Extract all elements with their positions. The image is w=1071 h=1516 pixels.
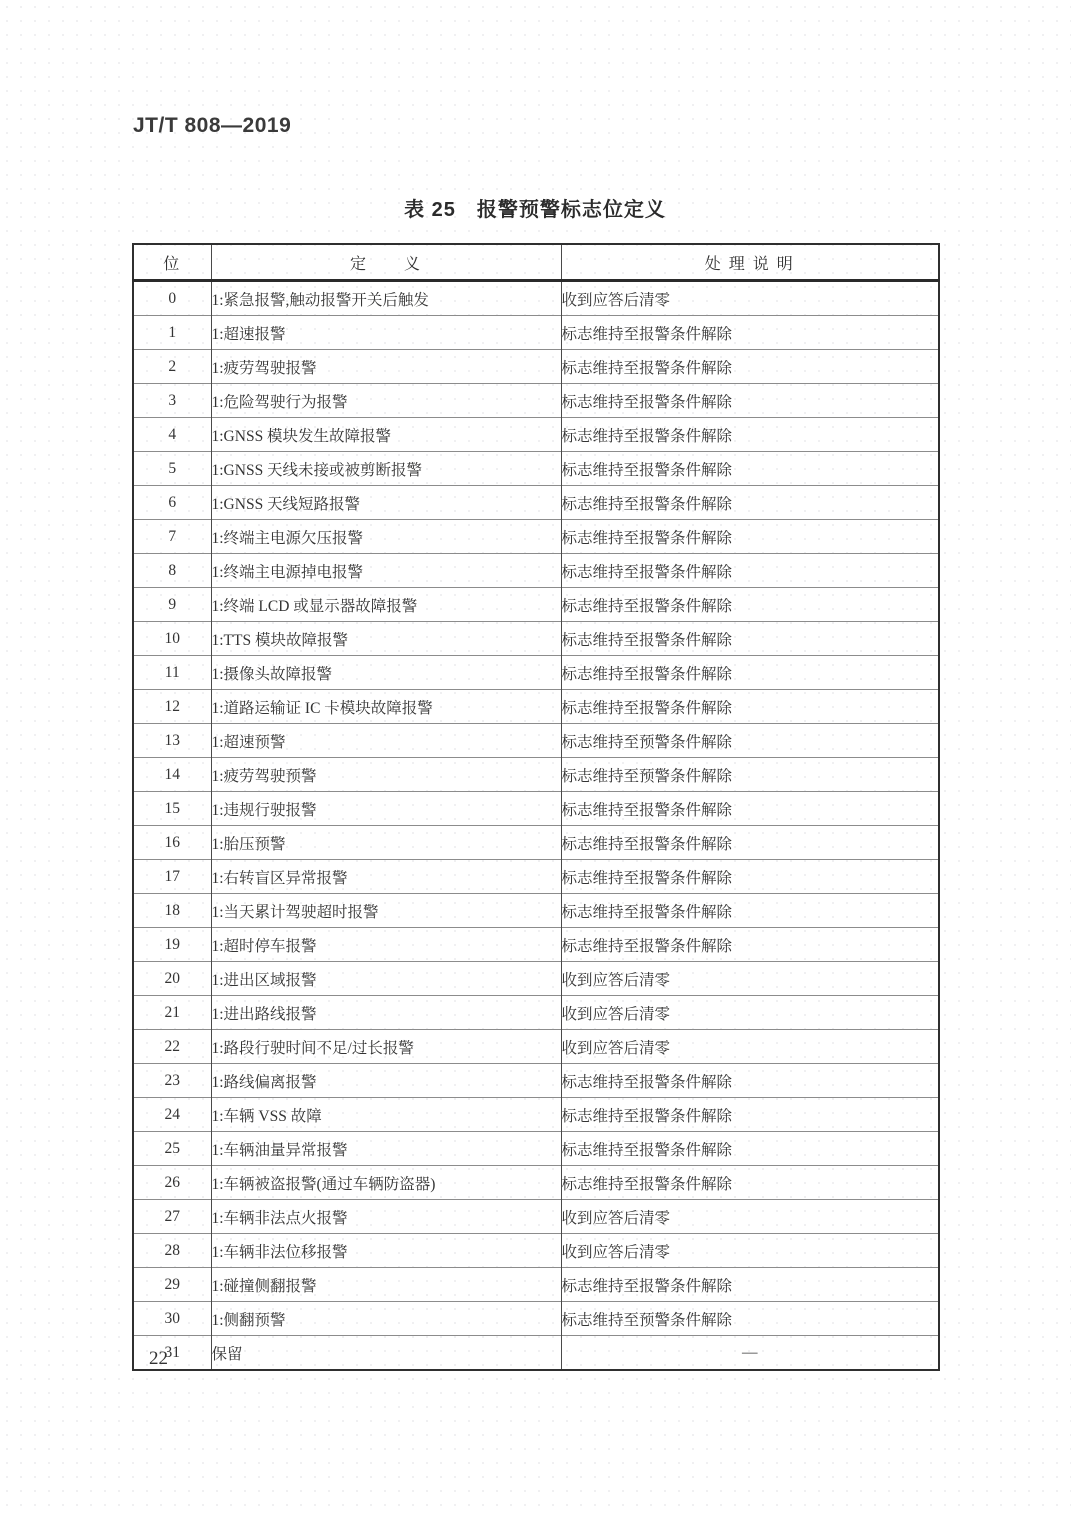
- table-row: [133, 520, 939, 554]
- bit-cell: 11: [133, 656, 211, 690]
- definition-cell: 1:GNSS 天线短路报警: [211, 486, 561, 520]
- definition-cell: 1:碰撞侧翻报警: [211, 1268, 561, 1302]
- bit-cell: 3: [133, 384, 211, 418]
- handling-cell: 标志维持至报警条件解除: [561, 656, 939, 690]
- definition-cell: 1:GNSS 天线未接或被剪断报警: [211, 452, 561, 486]
- handling-cell: 收到应答后清零: [561, 1030, 939, 1064]
- definition-cell: 1:摄像头故障报警: [211, 656, 561, 690]
- bit-cell: 31: [133, 1336, 211, 1371]
- table-row: [133, 588, 939, 622]
- handling-cell: 标志维持至报警条件解除: [561, 1098, 939, 1132]
- definition-cell: 1:疲劳驾驶预警: [211, 758, 561, 792]
- handling-cell: 标志维持至报警条件解除: [561, 1268, 939, 1302]
- definition-cell: 1:侧翻预警: [211, 1302, 561, 1336]
- handling-cell: 标志维持至预警条件解除: [561, 758, 939, 792]
- table-body: [133, 281, 939, 1371]
- table-row: [133, 1268, 939, 1302]
- table-row: [133, 792, 939, 826]
- bit-cell: 6: [133, 486, 211, 520]
- handling-cell: 标志维持至报警条件解除: [561, 486, 939, 520]
- table-row: [133, 1098, 939, 1132]
- bit-cell: 13: [133, 724, 211, 758]
- table-row: [133, 350, 939, 384]
- table-row: [133, 1234, 939, 1268]
- definition-cell: 1:路段行驶时间不足/过长报警: [211, 1030, 561, 1064]
- page-number: 22: [149, 1348, 168, 1369]
- table-row: [133, 418, 939, 452]
- handling-cell: 标志维持至报警条件解除: [561, 1166, 939, 1200]
- definition-cell: 1:右转盲区异常报警: [211, 860, 561, 894]
- table-row: [133, 826, 939, 860]
- bit-cell: 30: [133, 1302, 211, 1336]
- table-row: [133, 1030, 939, 1064]
- definition-cell: 1:紧急报警,触动报警开关后触发: [211, 281, 561, 316]
- definition-cell: 1:TTS 模块故障报警: [211, 622, 561, 656]
- definition-cell: 1:进出区域报警: [211, 962, 561, 996]
- bit-cell: 24: [133, 1098, 211, 1132]
- table-row: [133, 928, 939, 962]
- bit-cell: 21: [133, 996, 211, 1030]
- bit-cell: 12: [133, 690, 211, 724]
- definition-cell: 1:危险驾驶行为报警: [211, 384, 561, 418]
- definition-cell: 1:终端 LCD 或显示器故障报警: [211, 588, 561, 622]
- definition-cell: 保留: [211, 1336, 561, 1371]
- handling-cell: 标志维持至报警条件解除: [561, 894, 939, 928]
- bit-cell: 22: [133, 1030, 211, 1064]
- bit-cell: 1: [133, 316, 211, 350]
- table-row: [133, 281, 939, 316]
- definition-cell: 1:疲劳驾驶报警: [211, 350, 561, 384]
- handling-cell: 标志维持至报警条件解除: [561, 928, 939, 962]
- table-row: [133, 962, 939, 996]
- handling-cell: 标志维持至报警条件解除: [561, 350, 939, 384]
- handling-cell: 标志维持至报警条件解除: [561, 792, 939, 826]
- bit-cell: 9: [133, 588, 211, 622]
- bit-cell: 16: [133, 826, 211, 860]
- handling-cell: 标志维持至报警条件解除: [561, 520, 939, 554]
- definition-cell: 1:进出路线报警: [211, 996, 561, 1030]
- handling-cell: 标志维持至预警条件解除: [561, 1302, 939, 1336]
- table-row: [133, 1336, 939, 1371]
- handling-cell: —: [561, 1336, 939, 1371]
- bit-cell: 8: [133, 554, 211, 588]
- bit-cell: 15: [133, 792, 211, 826]
- column-header-definition: 定 义: [211, 244, 561, 281]
- table-row: [133, 486, 939, 520]
- column-header-handling: 处 理 说 明: [561, 244, 939, 281]
- handling-cell: 标志维持至报警条件解除: [561, 826, 939, 860]
- table-row: [133, 384, 939, 418]
- bit-cell: 7: [133, 520, 211, 554]
- definition-cell: 1:超速报警: [211, 316, 561, 350]
- bit-cell: 23: [133, 1064, 211, 1098]
- bit-cell: 4: [133, 418, 211, 452]
- bit-cell: 19: [133, 928, 211, 962]
- definition-cell: 1:GNSS 模块发生故障报警: [211, 418, 561, 452]
- table-row: [133, 1302, 939, 1336]
- table-header-row: [133, 244, 939, 281]
- definition-cell: 1:终端主电源掉电报警: [211, 554, 561, 588]
- table-row: [133, 622, 939, 656]
- column-header-bit: 位: [133, 244, 211, 281]
- table-row: [133, 758, 939, 792]
- table-row: [133, 690, 939, 724]
- handling-cell: 标志维持至报警条件解除: [561, 622, 939, 656]
- handling-cell: 标志维持至报警条件解除: [561, 1064, 939, 1098]
- definition-cell: 1:超时停车报警: [211, 928, 561, 962]
- definition-cell: 1:车辆 VSS 故障: [211, 1098, 561, 1132]
- bit-cell: 29: [133, 1268, 211, 1302]
- table-row: [133, 554, 939, 588]
- table-row: [133, 656, 939, 690]
- bit-cell: 10: [133, 622, 211, 656]
- definition-cell: 1:车辆非法位移报警: [211, 1234, 561, 1268]
- bit-cell: 17: [133, 860, 211, 894]
- handling-cell: 收到应答后清零: [561, 962, 939, 996]
- bit-cell: 20: [133, 962, 211, 996]
- definition-cell: 1:当天累计驾驶超时报警: [211, 894, 561, 928]
- definition-cell: 1:车辆油量异常报警: [211, 1132, 561, 1166]
- table-row: [133, 894, 939, 928]
- bit-cell: 0: [133, 281, 211, 316]
- definition-cell: 1:道路运输证 IC 卡模块故障报警: [211, 690, 561, 724]
- definition-cell: 1:终端主电源欠压报警: [211, 520, 561, 554]
- handling-cell: 收到应答后清零: [561, 1200, 939, 1234]
- handling-cell: 标志维持至报警条件解除: [561, 384, 939, 418]
- bit-cell: 26: [133, 1166, 211, 1200]
- bit-cell: 25: [133, 1132, 211, 1166]
- bit-cell: 14: [133, 758, 211, 792]
- handling-cell: 标志维持至报警条件解除: [561, 316, 939, 350]
- table-title: 表 25 报警预警标志位定义: [404, 199, 666, 221]
- definition-cell: 1:超速预警: [211, 724, 561, 758]
- definition-cell: 1:车辆被盗报警(通过车辆防盗器): [211, 1166, 561, 1200]
- table-row: [133, 1132, 939, 1166]
- handling-cell: 标志维持至报警条件解除: [561, 690, 939, 724]
- handling-cell: 标志维持至预警条件解除: [561, 724, 939, 758]
- doc-code: JT/T 808—2019: [133, 114, 292, 137]
- bit-cell: 27: [133, 1200, 211, 1234]
- table-row: [133, 452, 939, 486]
- handling-cell: 标志维持至报警条件解除: [561, 588, 939, 622]
- bit-cell: 18: [133, 894, 211, 928]
- handling-cell: 标志维持至报警条件解除: [561, 554, 939, 588]
- handling-cell: 标志维持至报警条件解除: [561, 452, 939, 486]
- definition-cell: 1:车辆非法点火报警: [211, 1200, 561, 1234]
- bit-cell: 5: [133, 452, 211, 486]
- handling-cell: 标志维持至报警条件解除: [561, 1132, 939, 1166]
- table-row: [133, 1064, 939, 1098]
- handling-cell: 收到应答后清零: [561, 996, 939, 1030]
- table-row: [133, 1166, 939, 1200]
- definition-cell: 1:胎压预警: [211, 826, 561, 860]
- handling-cell: 收到应答后清零: [561, 281, 939, 316]
- handling-cell: 收到应答后清零: [561, 1234, 939, 1268]
- table-row: [133, 860, 939, 894]
- definition-cell: 1:违规行驶报警: [211, 792, 561, 826]
- bit-cell: 2: [133, 350, 211, 384]
- definition-cell: 1:路线偏离报警: [211, 1064, 561, 1098]
- table-row: [133, 996, 939, 1030]
- handling-cell: 标志维持至报警条件解除: [561, 418, 939, 452]
- alarm-flag-table: [132, 243, 940, 1371]
- table-row: [133, 316, 939, 350]
- handling-cell: 标志维持至报警条件解除: [561, 860, 939, 894]
- table-row: [133, 1200, 939, 1234]
- table-row: [133, 724, 939, 758]
- bit-cell: 28: [133, 1234, 211, 1268]
